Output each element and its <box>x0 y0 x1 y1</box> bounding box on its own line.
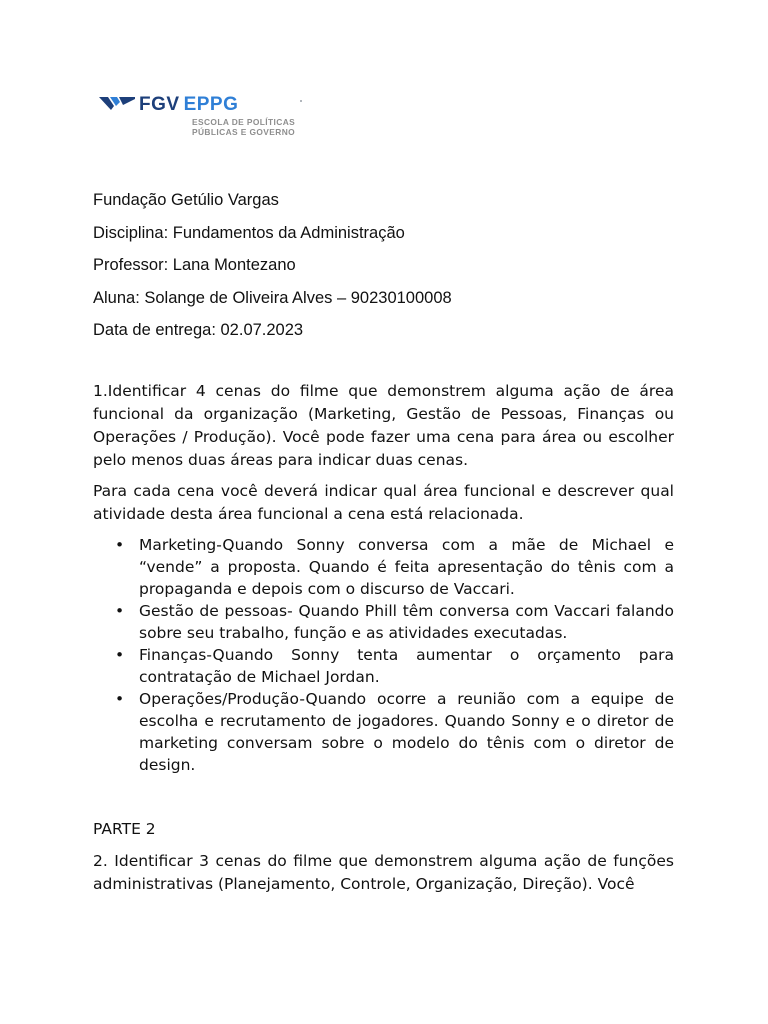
bullet-icon: • <box>115 602 125 620</box>
list-item <box>93 600 674 644</box>
list-item <box>93 534 674 600</box>
answer-people-management: Gestão de pessoas- Quando Phill têm conversa com Vaccari falando sobre seu trabalho, função e as atividades executadas. <box>139 602 674 642</box>
part-2-heading: PARTE 2 <box>93 820 156 838</box>
student-line: Aluna: Solange de Oliveira Alves – 90230100008 <box>93 288 452 307</box>
logo-subtitle-line1: ESCOLA DE POLÍTICAS <box>192 117 296 127</box>
logo-unit: EPPG <box>183 94 239 115</box>
bullet-icon: • <box>115 536 125 554</box>
fgv-chevron-icon <box>99 97 135 113</box>
list-item <box>93 688 674 776</box>
question-1-instruction: Para cada cena você deverá indicar qual área funcional e descrever qual atividade desta área funcional a cena está relacionada. <box>93 482 674 523</box>
logo-wordmark <box>139 94 238 116</box>
logo-subtitle-line2: PÚBLICAS E GOVERNO <box>192 127 296 137</box>
list-item <box>93 644 674 688</box>
institution-name: Fundação Getúlio Vargas <box>93 191 279 209</box>
answer-marketing: Marketing-Quando Sonny conversa com a mãe de Michael e “vende” a proposta. Quando é feita apresentação do tênis com a propaganda e depois com o discurso de Vaccari. <box>139 536 674 598</box>
header-info <box>93 189 452 352</box>
question-1: 1.Identificar 4 cenas do filme que demonstrem alguma ação de área funcional da organização (Marketing, Gestão de Pessoas, Finanças ou Operações / Produção). Você pode fazer uma cena para área ou escolher pelo menos duas áreas para indicar duas cenas. <box>93 382 674 469</box>
professor-line: Professor: Lana Montezano <box>93 256 296 274</box>
discipline-line: Disciplina: Fundamentos da Administração <box>93 223 405 242</box>
bullet-icon: • <box>115 646 125 664</box>
bullet-icon: • <box>115 690 125 708</box>
answer-list <box>93 534 674 776</box>
logo-brand: FGV <box>139 94 180 115</box>
answer-finance: Finanças-Quando Sonny tenta aumentar o orçamento para contratação de Michael Jordan. <box>139 646 674 686</box>
fgv-eppg-logo <box>99 96 319 146</box>
answer-operations: Operações/Produção-Quando ocorre a reunião com a equipe de escolha e recrutamento de jogadores. Quando Sonny e o diretor de marketing conversam sobre o modelo do tênis com o diretor de design. <box>139 690 674 774</box>
due-date-line: Data de entrega: 02.07.2023 <box>93 321 304 339</box>
logo-dot <box>300 100 302 102</box>
question-2: 2. Identificar 3 cenas do filme que demonstrem alguma ação de funções administrativas (Planejamento, Controle, Organização, Direção). Você <box>93 852 674 893</box>
